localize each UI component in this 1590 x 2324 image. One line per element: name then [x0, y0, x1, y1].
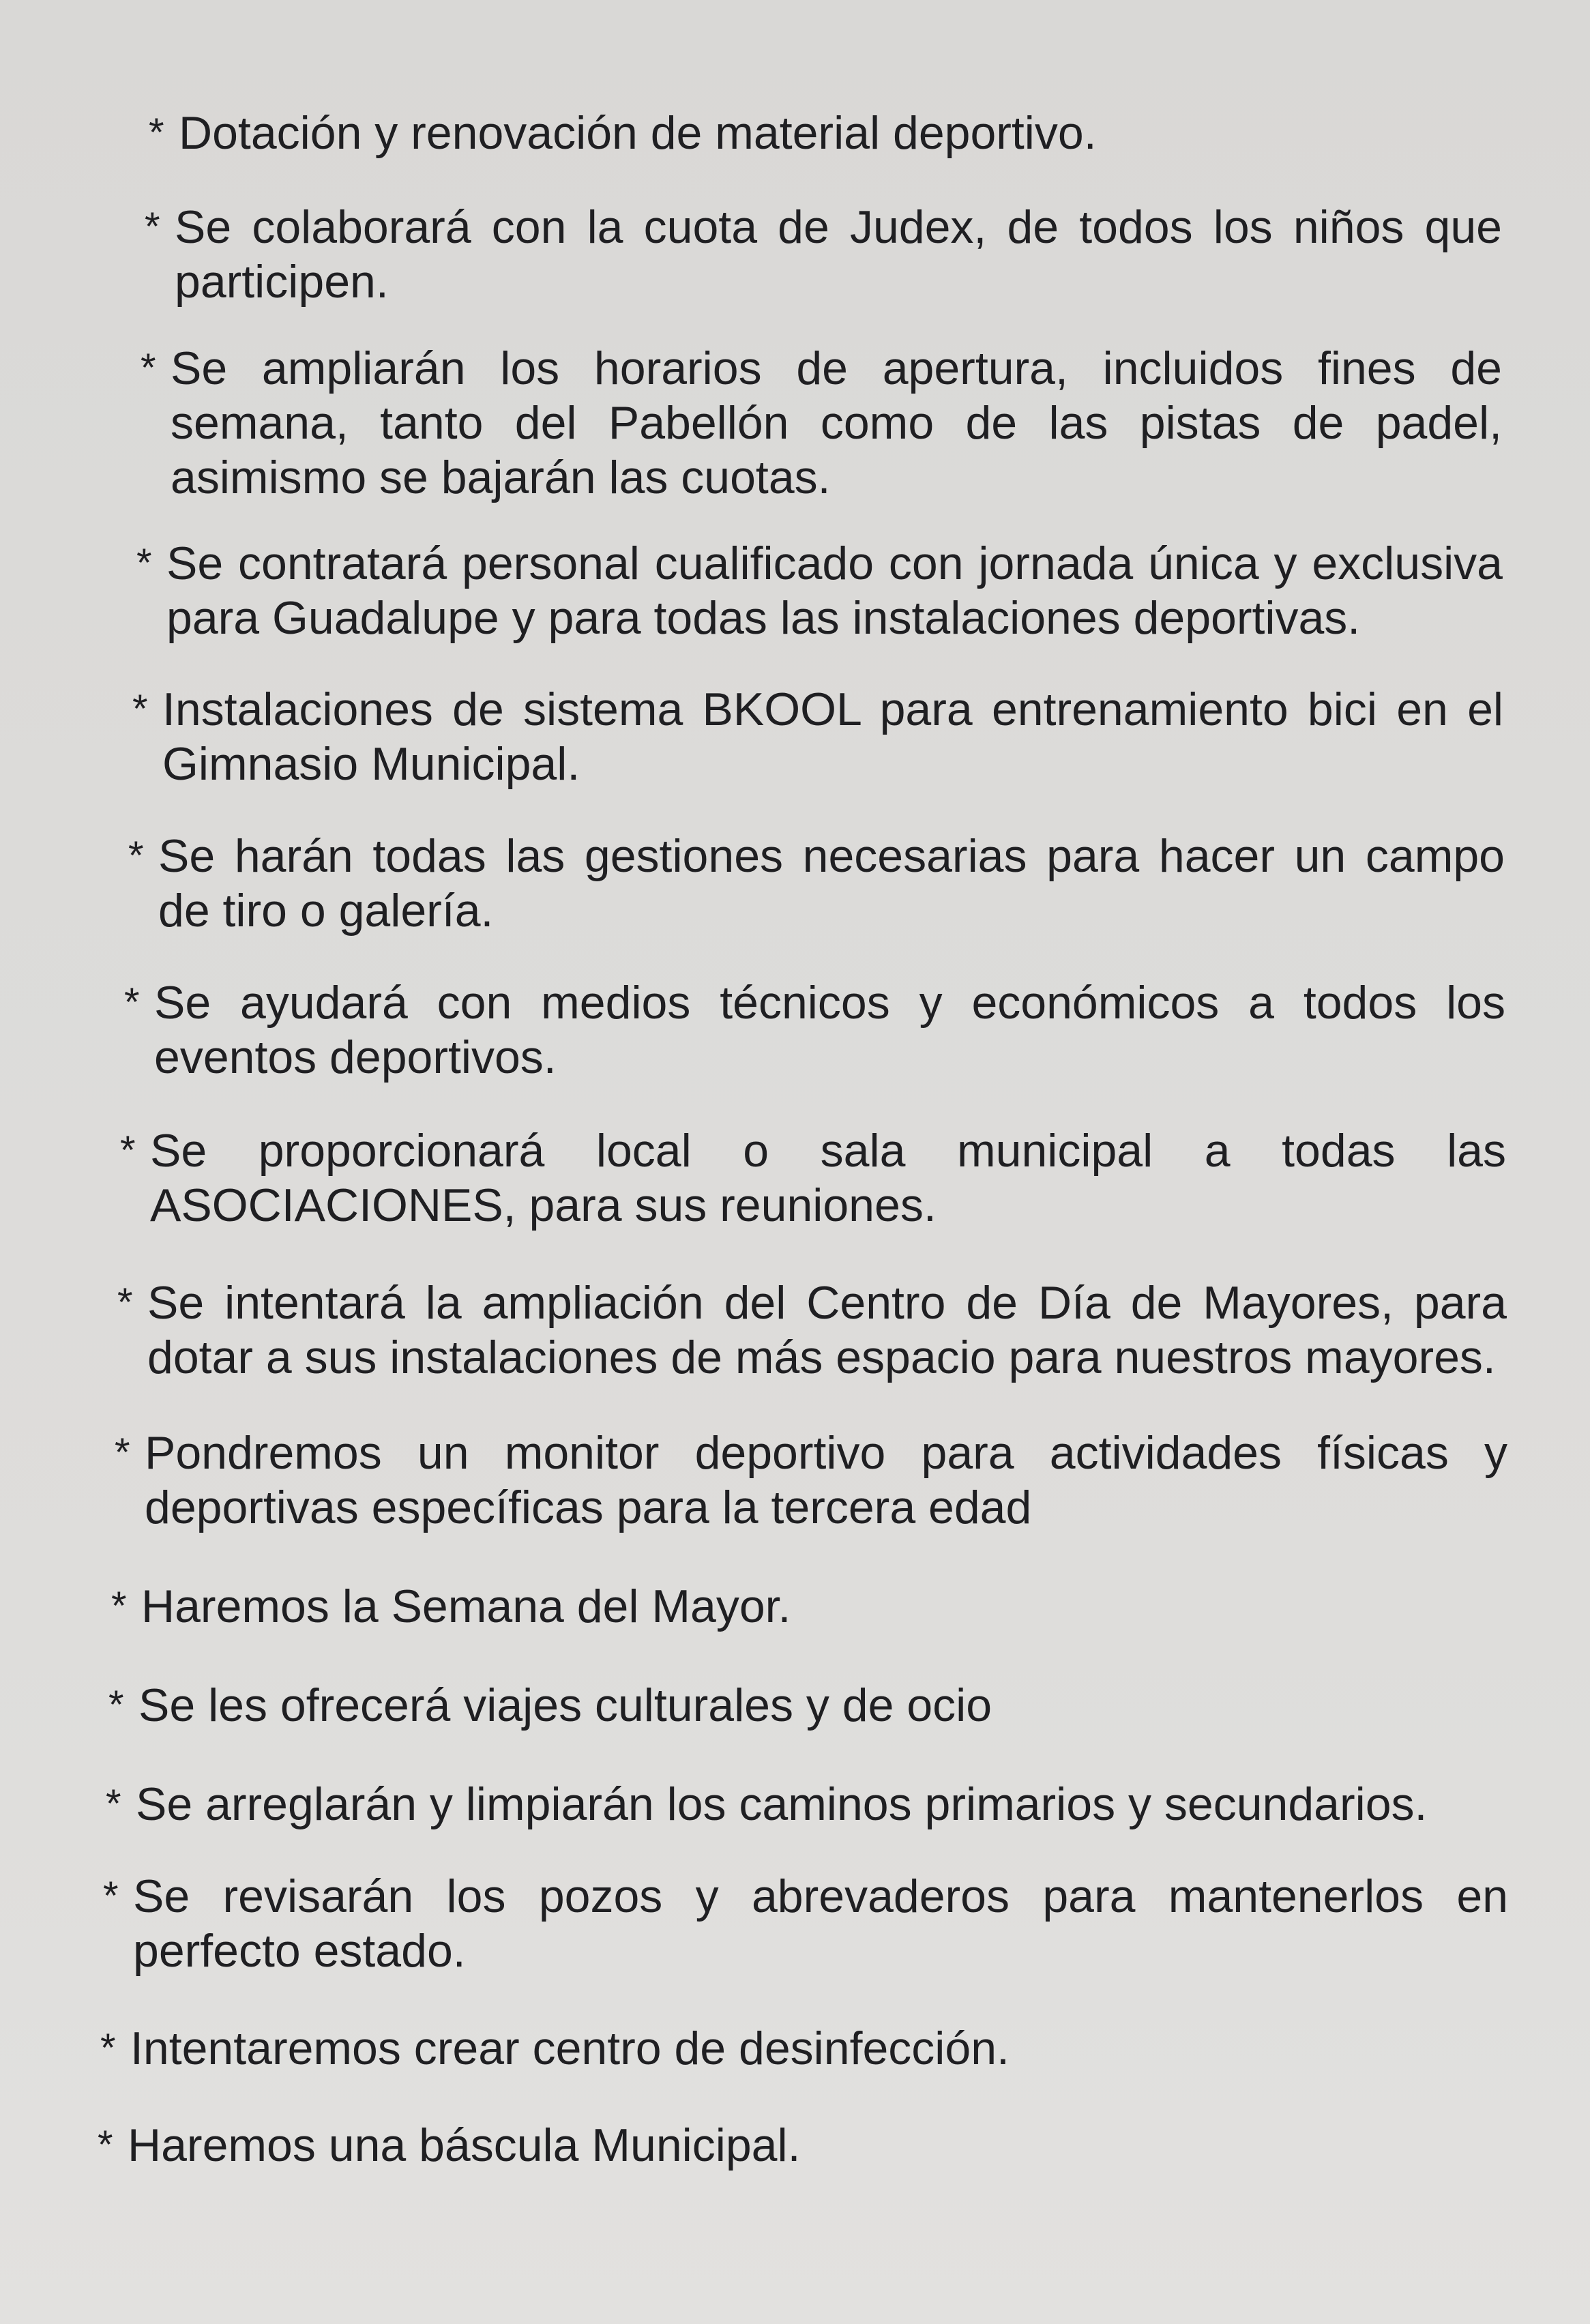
list-item — [100, 2021, 1508, 2076]
list-item-text: Se arreglarán y limpiarán los caminos primarios y secundarios. — [136, 1778, 1428, 1830]
asterisk-bullet: * — [103, 1874, 119, 1918]
list-item-text: Haremos una báscula Municipal. — [128, 2119, 801, 2171]
list-item-text: Se harán todas las gestiones necesarias para hacer un campo de tiro o galería. — [158, 830, 1505, 937]
list-item — [103, 1869, 1508, 1978]
list-item — [132, 682, 1503, 791]
list-item-text: Dotación y renovación de material deportivo. — [179, 107, 1097, 159]
asterisk-bullet: * — [145, 205, 160, 249]
asterisk-bullet: * — [100, 2026, 116, 2070]
asterisk-bullet: * — [117, 1280, 133, 1325]
list-item-text: Intentaremos crear centro de desinfección. — [130, 2023, 1010, 2074]
list-item — [117, 1276, 1507, 1385]
list-item — [98, 2118, 1508, 2173]
list-item-text: Instalaciones de sistema BKOOL para entrenamiento bici en el Gimnasio Municipal. — [162, 683, 1503, 790]
list-item-text: Se contratará personal cualificado con jornada única y exclusiva para Guadalupe y para todas las instalaciones deportivas. — [166, 538, 1503, 644]
asterisk-bullet: * — [136, 541, 152, 585]
list-item — [145, 200, 1502, 309]
list-item-text: Se revisarán los pozos y abrevaderos para mantenerlos en perfecto estado. — [133, 1870, 1508, 1977]
asterisk-bullet: * — [111, 1584, 127, 1628]
list-item-text: Se ampliarán los horarios de apertura, incluidos fines de semana, tanto del Pabellón como de las pistas de padel, asimismo se bajarán las cuotas. — [171, 342, 1502, 503]
list-item-text: Pondremos un monitor deportivo para actividades físicas y deportivas específicas para la tercera edad — [145, 1427, 1507, 1533]
list-item-text: Haremos la Semana del Mayor. — [141, 1580, 791, 1632]
list-item-text: Se intentará la ampliación del Centro de Día de Mayores, para dotar a sus instalaciones de más espacio para nuestros mayores. — [147, 1277, 1507, 1383]
asterisk-bullet: * — [98, 2123, 113, 2167]
list-item — [115, 1426, 1507, 1535]
list-item — [124, 975, 1505, 1085]
asterisk-bullet: * — [149, 111, 164, 155]
list-item — [141, 341, 1502, 505]
asterisk-bullet: * — [108, 1683, 124, 1727]
asterisk-bullet: * — [128, 834, 144, 878]
list-item — [136, 536, 1503, 645]
list-item — [108, 1678, 1507, 1733]
list-item-text: Se ayudará con medios técnicos y económicos a todos los eventos deportivos. — [154, 977, 1505, 1083]
asterisk-bullet: * — [132, 687, 148, 731]
list-item-text: Se les ofrecerá viajes culturales y de ocio — [138, 1679, 992, 1731]
asterisk-bullet: * — [120, 1128, 136, 1173]
asterisk-bullet: * — [141, 346, 156, 390]
list-item — [149, 106, 1506, 160]
list-item-text: Se proporcionará local o sala municipal a todas las ASOCIACIONES, para sus reuniones. — [150, 1125, 1506, 1231]
asterisk-bullet: * — [106, 1782, 121, 1826]
asterisk-bullet: * — [124, 980, 140, 1025]
list-item-text: Se colaborará con la cuota de Judex, de todos los niños que participen. — [175, 201, 1502, 308]
asterisk-bullet: * — [115, 1430, 130, 1475]
list-item — [120, 1123, 1506, 1233]
list-item — [128, 829, 1505, 938]
list-item — [111, 1579, 1506, 1634]
list-item — [106, 1777, 1507, 1832]
